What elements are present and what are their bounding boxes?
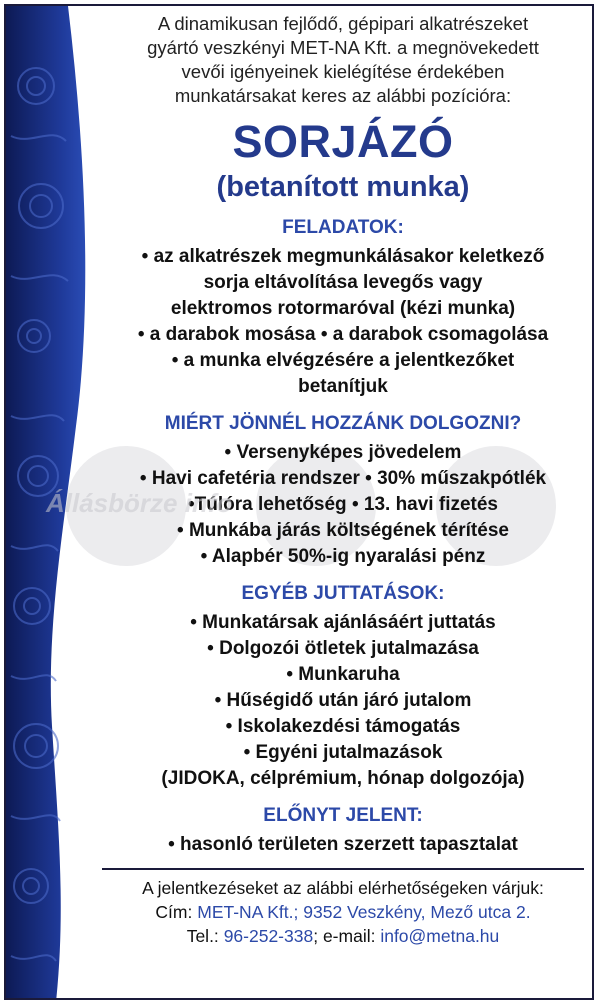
advantage-heading: ELŐNYT JELENT: (263, 805, 423, 826)
list-item: • a darabok mosása • a darabok csomagolása (137, 324, 549, 345)
list-item: •Túlóra lehetőség • 13. havi fizetés (187, 494, 498, 515)
benefits-heading: EGYÉB JUTTATÁSOK: (241, 583, 445, 604)
list-item: • Versenyképes jövedelem (224, 442, 462, 463)
list-item: • hasonló területen szerzett tapasztalat (168, 834, 518, 855)
job-title: SORJÁZÓ (232, 116, 454, 167)
list-item: • Munkába járás költségének térítése (177, 520, 509, 541)
tasks-heading: FELADATOK: (282, 217, 404, 238)
divider (102, 868, 584, 870)
list-item: elektromos rotormaróval (kézi munka) (170, 298, 516, 319)
list-item: • Munkaruha (286, 664, 400, 685)
list-item: • az alkatrészek megmunkálásakor keletkező (141, 246, 545, 267)
watermark-text: Állásbörze info (46, 488, 233, 518)
intro-line: gyártó veszkényi MET-NA Kft. a megnövekedett (147, 37, 539, 58)
list-item: (JIDOKA, célprémium, hónap dolgozója) (161, 768, 525, 789)
tel-label: Tel.: (186, 926, 219, 946)
list-item: • Havi cafetéria rendszer • 30% műszakpótlék (139, 468, 547, 489)
list-item: • Hűségidő után járó jutalom (214, 690, 472, 711)
email-label: ; e-mail: (313, 926, 376, 946)
list-item: • Dolgozói ötletek jutalmazása (207, 638, 479, 659)
address-value: MET-NA Kft.; 9352 Veszkény, Mező utca 2. (197, 902, 531, 922)
job-subtitle: (betanított munka) (216, 171, 470, 203)
advantage-list (92, 832, 594, 858)
benefits-list (92, 610, 594, 792)
list-item: • Munkatársak ajánlásáért juttatás (190, 612, 496, 633)
email-link[interactable]: info@metna.hu (380, 926, 500, 946)
intro-line: munkatársakat keres az alábbi pozícióra: (174, 85, 512, 106)
contact-footer (92, 876, 594, 948)
address-label: Cím: (155, 902, 193, 922)
intro-text (92, 12, 594, 108)
list-item: sorja eltávolítása levegős vagy (203, 272, 483, 293)
intro-line: vevői igényeinek kielégítése érdekében (181, 61, 505, 82)
list-item: • Egyéni jutalmazások (243, 742, 443, 763)
list-item: • Iskolakezdési támogatás (225, 716, 461, 737)
intro-line: A dinamikusan fejlődő, gépipari alkatrészeket (157, 13, 529, 34)
job-ad (4, 4, 594, 1000)
list-item: • a munka elvégzésére a jelentkezőket (171, 350, 515, 371)
tasks-list (92, 244, 594, 400)
why-heading: MIÉRT JÖNNÉL HOZZÁNK DOLGOZNI? (164, 413, 522, 434)
address-line (92, 900, 594, 924)
contact-intro: A jelentkezéseket az alábbi elérhetőségeken várjuk: (142, 878, 544, 898)
contact-line (92, 924, 594, 948)
list-item: • Alapbér 50%-ig nyaralási pénz (200, 546, 486, 567)
list-item: betanítjuk (298, 376, 388, 397)
tel-value[interactable]: 96-252-338 (223, 926, 314, 946)
